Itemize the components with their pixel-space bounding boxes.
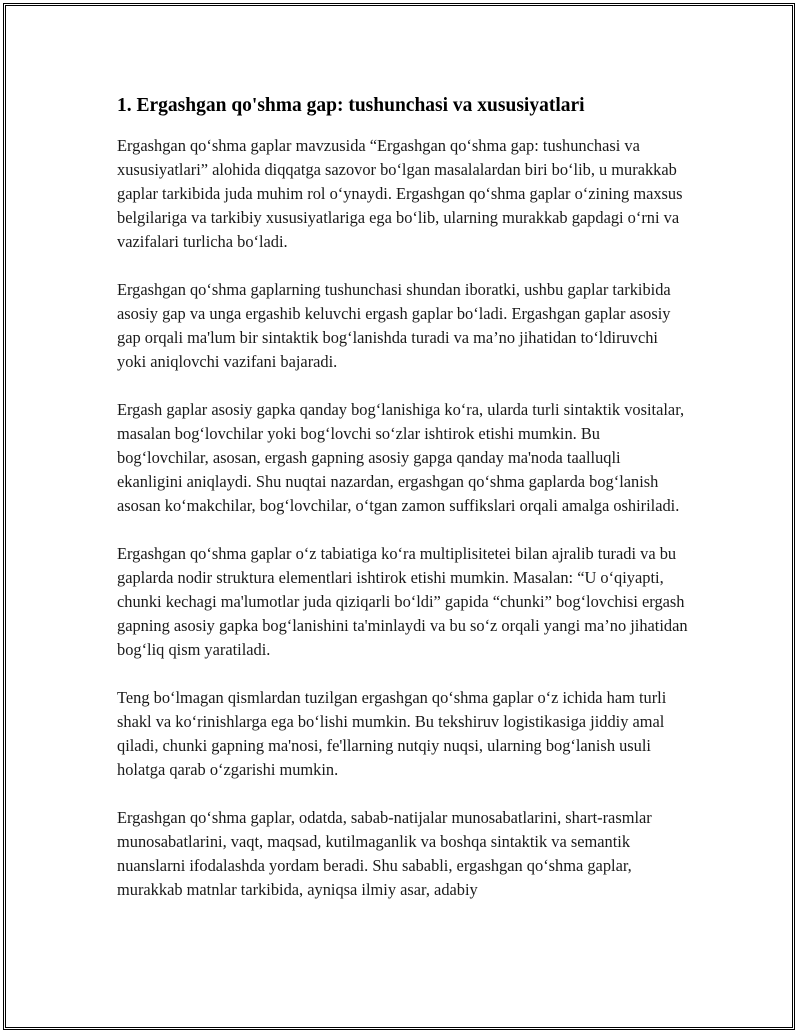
paragraph-5: Teng bo‘lmagan qismlardan tuzilgan ergashgan qo‘shma gaplar o‘z ichida ham turli shakl va ko‘rinishlarga ega bo‘lishi mumkin. Bu tekshiruv logistikasiga jiddiy amal qiladi, chunki gapning ma'nosi, fe'llarning nutqiy nuqsi, ularning bog‘lanish usuli holatga qarab o‘zgarishi mumkin. [117, 688, 667, 779]
paragraph-2: Ergashgan qo‘shma gaplarning tushunchasi shundan iboratki, ushbu gaplar tarkibida asosiy gap va unga ergashib keluvchi ergash gaplar bo‘ladi. Ergashgan gaplar asosiy gap orqali ma'lum bir sintaktik bog‘lanishda turadi va ma’no jihatidan to‘ldiruvchi yoki aniqlovchi vazifani bajaradi. [117, 280, 671, 371]
document-body [117, 92, 689, 926]
paragraph-4: Ergashgan qo‘shma gaplar o‘z tabiatiga ko‘ra multiplisitetei bilan ajralib turadi va bu gaplarda nodir struktura elementlari ishtirok etishi mumkin. Masalan: “U o‘qiyapti, chunki kechagi ma'lumotlar juda qiziqarli bo‘ldi” gapida “chunki” bog‘lovchisi ergash gapning asosiy gapka bog‘lanishini ta'minlaydi va bu so‘z orqali yangi ma’no jihatidan bog‘liq qism yaratiladi. [117, 544, 688, 659]
paragraph-6: Ergashgan qo‘shma gaplar, odatda, sabab-natijalar munosabatlarini, shart-rasmlar munosabatlarini, vaqt, maqsad, kutilmaganlik va boshqa sintaktik va semantik nuanslarni ifodalashda yordam beradi. Shu sababli, ergashgan qo‘shma gaplar, murakkab matnlar tarkibida, ayniqsa ilmiy asar, adabiy [117, 808, 652, 899]
section-title: 1. Ergashgan qo'shma gap: tushunchasi va xususiyatlari [117, 95, 585, 116]
paragraph-3: Ergash gaplar asosiy gapka qanday bog‘lanishiga ko‘ra, ularda turli sintaktik vositalar, masalan bog‘lovchilar yoki bog‘lovchi so‘zlar ishtirok etishi mumkin. Bu bog‘lovchilar, asosan, ergash gapning asosiy gapga qanday ma'noda taalluqli ekanligini aniqlaydi. Shu nuqtai nazardan, ergashgan qo‘shma gaplarda bog‘lanish asosan ko‘makchilar, bog‘lovchilar, o‘tgan zamon suffikslari orqali amalga oshiriladi. [117, 400, 685, 515]
paragraph-1: Ergashgan qo‘shma gaplar mavzusida “Ergashgan qo‘shma gap: tushunchasi va xususiyatlari” alohida diqqatga sazovor bo‘lgan masalalardan biri bo‘lib, u murakkab gaplar tarkibida juda muhim rol o‘ynaydi. Ergashgan qo‘shma gaplar o‘zining maxsus belgilariga va tarkibiy xususiyatlariga ega bo‘lib, ularning murakkab gapdagi o‘rni va vazifalari turlicha bo‘ladi. [117, 136, 683, 251]
